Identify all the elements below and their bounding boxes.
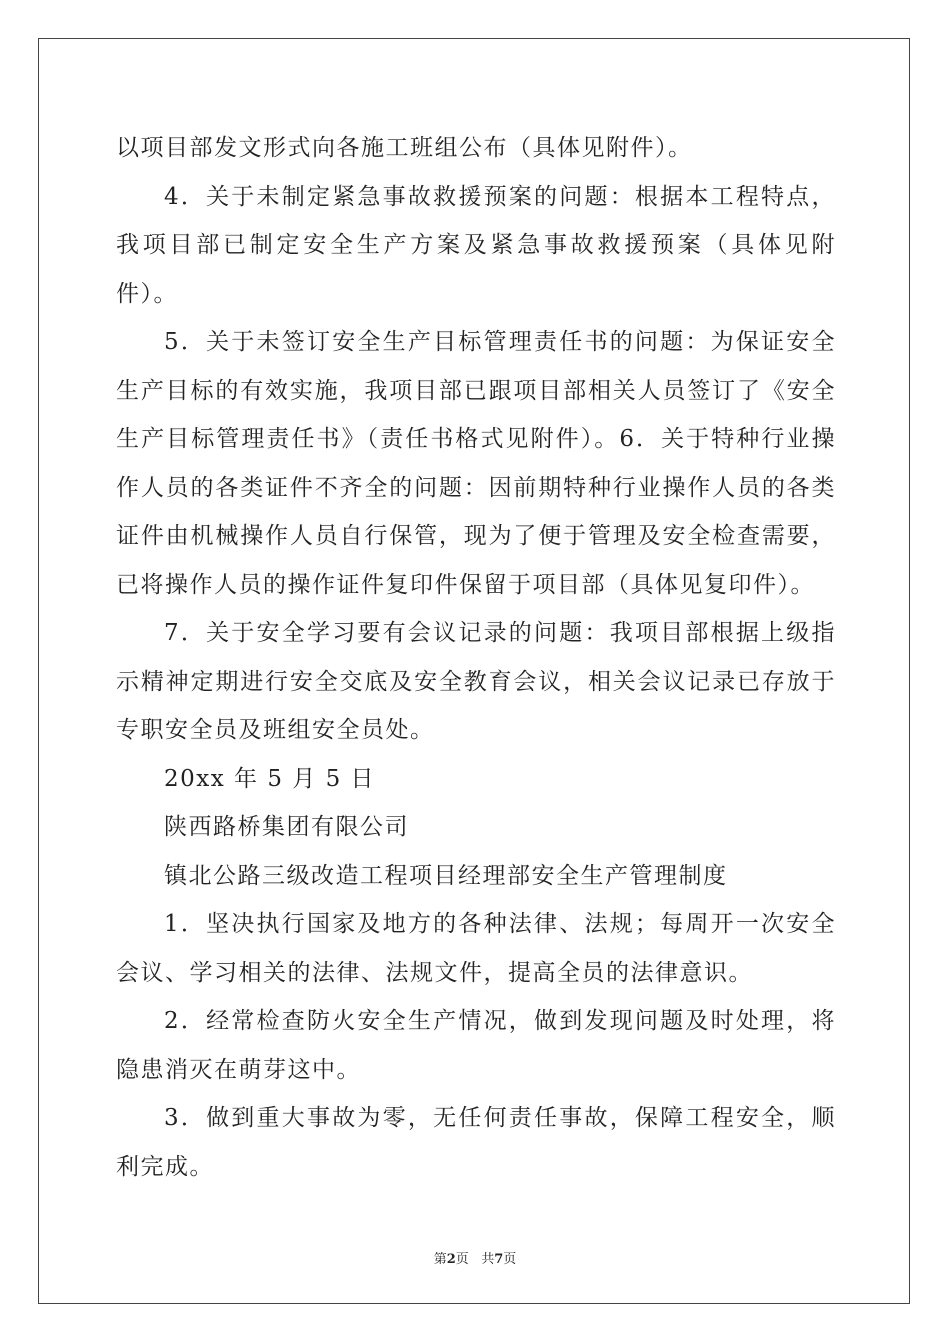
rule-item-3: 3．做到重大事故为零，无任何责任事故，保障工程安全，顺利完成。 <box>116 1105 836 1180</box>
total-prefix: 共 <box>481 1252 495 1267</box>
document-body <box>116 124 836 1191</box>
paragraph-continuation: 以项目部发文形式向各施工班组公布（具体见附件）。 <box>116 135 693 161</box>
date-line: 20xx 年 5 月 5 日 <box>164 765 376 792</box>
page-suffix: 页 <box>455 1252 469 1267</box>
company-name: 陕西路桥集团有限公司 <box>164 814 409 840</box>
total-suffix: 页 <box>503 1252 517 1267</box>
page-number: 2 <box>446 1252 456 1267</box>
paragraph-item-7: 7．关于安全学习要有会议记录的问题：我项目部根据上级指示精神定期进行安全交底及安全教育会议，相关会议记录已存放于专职安全员及班组安全员处。 <box>116 620 836 743</box>
section-title: 镇北公路三级改造工程项目经理部安全生产管理制度 <box>164 862 728 889</box>
page-prefix: 第 <box>433 1252 447 1267</box>
paragraph-item-4: 4．关于未制定紧急事故救援预案的问题：根据本工程特点，我项目部已制定安全生产方案及紧急事故救援预案（具体见附件）。 <box>116 183 836 307</box>
rule-item-1: 1．坚决执行国家及地方的各种法律、法规；每周开一次安全会议、学习相关的法律、法规文件，提高全员的法律意识。 <box>116 911 836 986</box>
rule-item-2: 2．经常检查防火安全生产情况，做到发现问题及时处理，将隐患消灭在萌芽这中。 <box>116 1008 836 1083</box>
total-pages: 7 <box>494 1252 504 1267</box>
paragraph-item-5-6: 5．关于未签订安全生产目标管理责任书的问题：为保证安全生产目标的有效实施，我项目部已跟项目部相关人员签订了《安全生产目标管理责任书》（责任书格式见附件）。6．关于特种行业操作人员的各类证件不齐全的问题：因前期特种行业操作人员的各类证件由机械操作人员自行保管，现为了便于管理及安全检查需要，已将操作人员的操作证件复印件保留于项目部（具体见复印件）。 <box>116 329 836 598</box>
page-footer <box>0 1248 950 1267</box>
